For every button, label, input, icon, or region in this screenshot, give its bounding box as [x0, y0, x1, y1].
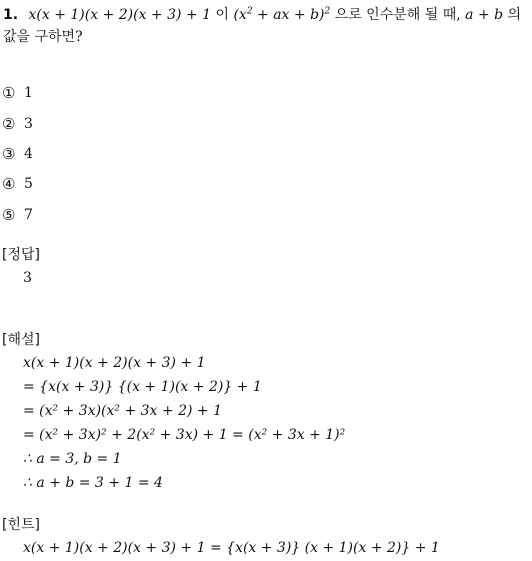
- explanation-line: = (x² + 3x)(x² + 3x + 2) + 1: [23, 403, 222, 419]
- answer-section: [2, 244, 40, 290]
- answer-value: 3: [23, 270, 32, 286]
- choice-marker: ①: [2, 84, 16, 103]
- choice-marker: ③: [2, 144, 16, 163]
- choice-list: [2, 78, 33, 230]
- form-exp2: 2: [324, 6, 331, 17]
- choice-2[interactable]: [2, 108, 33, 138]
- question: [3, 4, 529, 48]
- question-expression: x(x + 1)(x + 2)(x + 3) + 1: [28, 7, 212, 23]
- hint-label: [힌트]: [2, 517, 40, 533]
- choice-value: 1: [24, 85, 33, 102]
- choice-marker: ④: [2, 175, 16, 194]
- question-text-1: 이: [215, 7, 230, 23]
- choice-1[interactable]: [2, 78, 33, 108]
- question-number: 1.: [3, 7, 19, 23]
- explanation-label: [해설]: [2, 332, 40, 348]
- form-pre: (x: [233, 7, 247, 23]
- explanation-line: ∴ a = 3, b = 1: [23, 451, 122, 467]
- answer-label: [정답]: [2, 247, 40, 263]
- form-exp: 2: [246, 6, 253, 17]
- explanation-line: = {x(x + 3)} {(x + 1)(x + 2)} + 1: [23, 379, 262, 395]
- choice-marker: ②: [2, 114, 16, 133]
- explanation-line: ∴ a + b = 3 + 1 = 4: [23, 475, 163, 491]
- question-text-2: 으로 인수분해 될 때,: [334, 7, 461, 23]
- choice-4[interactable]: [2, 169, 33, 199]
- explanation-line: = (x² + 3x)² + 2(x² + 3x) + 1 = (x² + 3x + 1)²: [23, 427, 346, 443]
- choice-3[interactable]: [2, 139, 33, 169]
- choice-value: 7: [24, 206, 33, 223]
- question-form: [233, 7, 330, 23]
- question-sum: a + b: [465, 7, 504, 23]
- form-mid: + ax + b): [252, 7, 325, 23]
- explanation-section: [2, 329, 345, 495]
- choice-value: 4: [24, 145, 33, 162]
- question-text-3: 의 값을 구하면?: [3, 7, 522, 45]
- choice-5[interactable]: [2, 200, 33, 230]
- choice-marker: ⑤: [2, 205, 16, 224]
- choice-value: 5: [24, 176, 33, 193]
- explanation-line: x(x + 1)(x + 2)(x + 3) + 1: [23, 355, 206, 371]
- hint-section: [2, 514, 440, 560]
- hint-line: x(x + 1)(x + 2)(x + 3) + 1 = {x(x + 3)} (x + 1)(x + 2)} + 1: [23, 540, 440, 556]
- choice-value: 3: [24, 115, 33, 132]
